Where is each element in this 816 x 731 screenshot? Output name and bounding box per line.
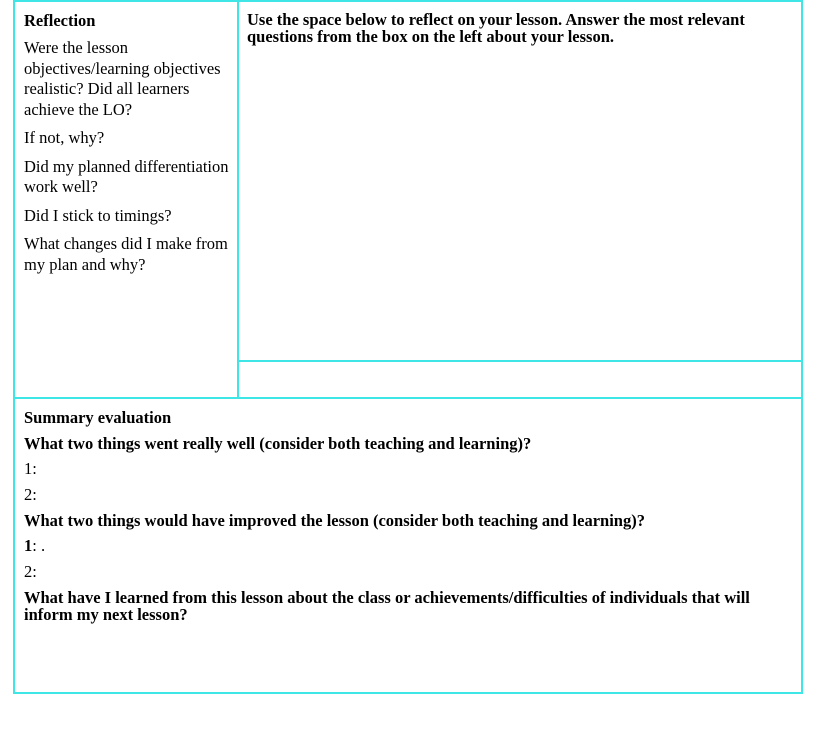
reflection-heading: Reflection (24, 11, 96, 30)
answer-instructions: Use the space below to reflect on your lesson. Answer the most relevant questions from the box on the left about your lesson. (247, 10, 745, 46)
improve-item-1-number: 1 (24, 536, 33, 555)
reflection-question-differentiation: Did my planned differentiation work well? (24, 156, 229, 196)
reflection-question-if-not: If not, why? (24, 128, 105, 147)
reflection-question-changes: What changes did I make from my plan and why? (24, 234, 228, 274)
reflection-panel (13, 0, 239, 399)
improve-item-1[interactable] (24, 537, 793, 555)
summary-evaluation-panel (13, 397, 803, 694)
reflection-question-timings: Did I stick to timings? (24, 205, 172, 225)
learned-question: What have I learned from this lesson about the class or achievements/difficulties of individuals that will inform my next lesson? (24, 588, 750, 624)
summary-heading: Summary evaluation (24, 408, 172, 427)
reflection-answer-area[interactable] (237, 0, 803, 362)
reflection-question-objectives: Were the lesson objectives/learning objectives realistic? Did all learners achieve the LO? (24, 38, 221, 119)
answer-continuation-cell[interactable] (237, 360, 803, 399)
went-well-item-1[interactable]: 1: (24, 459, 37, 478)
improve-item-1-text: : . (32, 536, 46, 555)
went-well-question: What two things went really well (consider both teaching and learning)? (24, 434, 532, 453)
went-well-item-2[interactable]: 2: (24, 485, 37, 504)
improve-item-2[interactable]: 2: (24, 562, 37, 581)
improve-question: What two things would have improved the lesson (consider both teaching and learning)? (24, 511, 645, 530)
